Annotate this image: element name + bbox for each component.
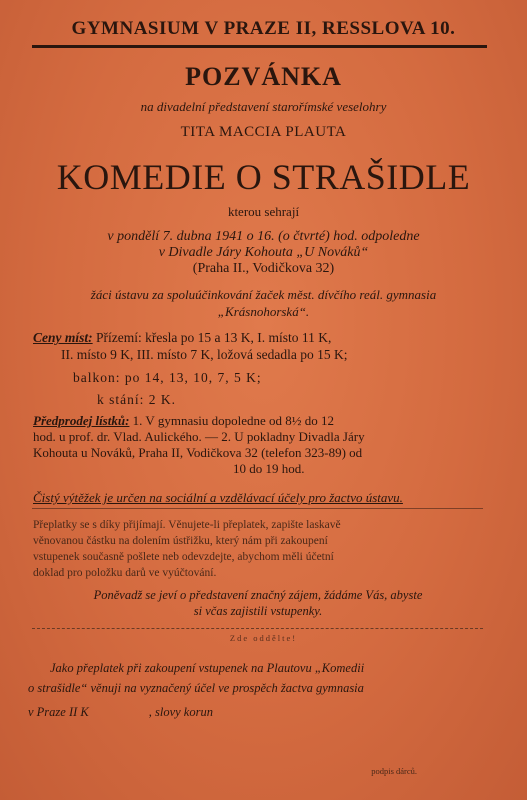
performed-by: kterou sehrají: [227, 204, 300, 219]
cut-line: [32, 628, 483, 629]
school-header: GYMNASIUM V PRAZE II, RESSLOVA 10.: [71, 18, 456, 39]
donation-words-label: , slovy korun: [148, 705, 213, 719]
invitation-title: POZVÁNKA: [185, 62, 342, 91]
interest-note: [33, 587, 483, 619]
presale-line-3: Kohouta u Nováků, Praha II, Vodičkova 32 (telefon 323-89) od: [33, 445, 363, 460]
prices-label: Ceny míst:: [33, 330, 93, 345]
presale-label: Předprodej lístků:: [33, 413, 130, 428]
purpose-note: Čistý výtěžek je určen na sociální a vzdělávací účely pro žactvo ústavu.: [33, 490, 403, 505]
donation-form-line-2: o strašidle“ věnuji na vyznačený účel ve prospěch žactva gymnasia: [28, 681, 364, 695]
presale-line-2: hod. u prof. dr. Vlad. Aulického. — 2. U pokladny Divadla Járy: [33, 429, 365, 444]
presale-line-1: Předprodej lístků: 1. V gymnasiu dopoledne od 8½ do 12: [33, 413, 335, 428]
cast-line-2: „Krásnohorská“.: [217, 304, 310, 319]
cut-label: Zde oddělte!: [229, 633, 298, 643]
header-rule: [32, 45, 487, 48]
purpose-rule: [32, 508, 483, 509]
event-place: (Praha II., Vodičkova 32): [192, 261, 335, 276]
event-date: v pondělí 7. dubna 1941 o 16. (o čtvrté) hod. odpoledne: [107, 229, 420, 244]
overpay-line-3: vstupenek současně pošlete neb odevzdejte, abychom měli účetní: [33, 551, 334, 563]
presale-section: [33, 413, 483, 477]
donation-form-line-1: Jako přeplatek při zakoupení vstupenek na Plautovu „Komedii: [50, 661, 365, 675]
donation-form-line-3: [28, 702, 487, 722]
overpay-line-4: doklad pro položku darů ve vyúčtování.: [33, 567, 217, 579]
prices-line-1: [33, 330, 483, 346]
signature-label: podpis dárců.: [371, 766, 417, 776]
play-title: KOMEDIE O STRAŠIDLE: [56, 157, 471, 197]
overpay-line-2: věnovanou částku na dolením ústřižku, který nám při zakoupení: [33, 535, 328, 547]
donation-amount-label: v Praze II K: [28, 705, 89, 719]
interest-line-2: si včas zajistili vstupenky.: [193, 604, 323, 618]
prices-text-1: Přízemí: křesla po 15 a 13 K, I. místo 11 K,: [92, 330, 332, 345]
overpay-line-1: Přeplatky se s díky přijímají. Věnujete-li přeplatek, zapište laskavě: [33, 519, 341, 531]
prices-line-4: k stání: 2 K.: [97, 392, 176, 407]
event-venue: v Divadle Járy Kohouta „U Nováků“: [158, 245, 369, 260]
interest-line-1: Poněvadž se jeví o představení značný zájem, žádáme Vás, abyste: [93, 588, 423, 602]
invitation-subtitle: na divadelní představení starořímské veselohry: [140, 99, 387, 114]
author-name: TITA MACCIA PLAUTA: [180, 124, 347, 140]
prices-line-3: balkon: po 14, 13, 10, 7, 5 K;: [73, 370, 262, 385]
presale-line-4: 10 do 19 hod.: [233, 461, 305, 476]
overpay-section: [33, 517, 483, 581]
cast-line-1: žáci ústavu za spoluúčinkování žaček měst. dívčího reál. gymnasia: [90, 287, 437, 302]
prices-line-2: II. místo 9 K, III. místo 7 K, ložová sedadla po 15 K;: [61, 347, 348, 362]
